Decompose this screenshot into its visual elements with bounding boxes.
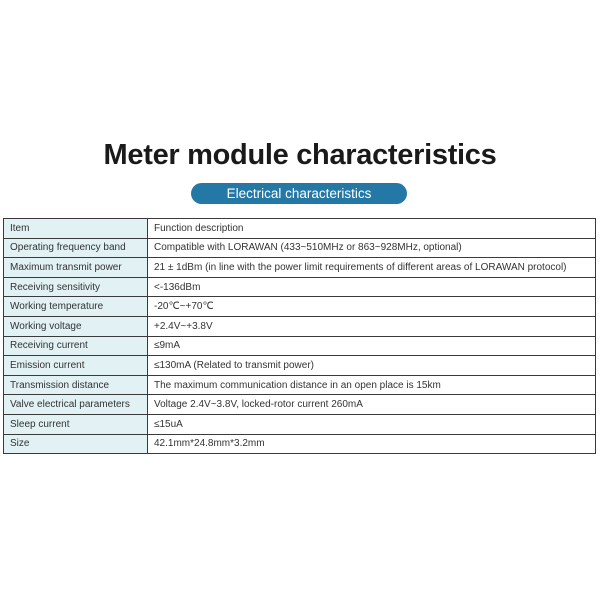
table-row: [4, 238, 596, 258]
row-item: Receiving current: [4, 336, 148, 356]
row-description: ≤15uA: [148, 414, 596, 434]
table-row: [4, 356, 596, 376]
row-item: Sleep current: [4, 414, 148, 434]
row-description: -20℃~+70℃: [148, 297, 596, 317]
row-item: Maximum transmit power: [4, 258, 148, 278]
header-item: Item: [4, 219, 148, 239]
table-header-row: [4, 219, 596, 239]
row-description: ≤130mA (Related to transmit power): [148, 356, 596, 376]
table-row: [4, 258, 596, 278]
table-row: [4, 316, 596, 336]
row-description: +2.4V~+3.8V: [148, 316, 596, 336]
row-description: <-136dBm: [148, 277, 596, 297]
row-description: 42.1mm*24.8mm*3.2mm: [148, 434, 596, 454]
row-item: Transmission distance: [4, 375, 148, 395]
table-row: [4, 375, 596, 395]
page-title: Meter module characteristics: [103, 139, 497, 171]
table-row: [4, 336, 596, 356]
row-item: Working voltage: [4, 316, 148, 336]
table-row: [4, 277, 596, 297]
row-description: Voltage 2.4V~3.8V, locked-rotor current 260mA: [148, 395, 596, 415]
row-description: The maximum communication distance in an open place is 15km: [148, 375, 596, 395]
row-description: ≤9mA: [148, 336, 596, 356]
row-item: Receiving sensitivity: [4, 277, 148, 297]
table-row: [4, 395, 596, 415]
row-item: Valve electrical parameters: [4, 395, 148, 415]
table-row: [4, 297, 596, 317]
section-label-badge: Electrical characteristics: [191, 183, 407, 204]
row-item: Emission current: [4, 356, 148, 376]
row-item: Size: [4, 434, 148, 454]
table-row: [4, 434, 596, 454]
table-row: [4, 414, 596, 434]
row-description: Compatible with LORAWAN (433~510MHz or 863~928MHz, optional): [148, 238, 596, 258]
header-description: Function description: [148, 219, 596, 239]
row-item: Working temperature: [4, 297, 148, 317]
row-description: 21 ± 1dBm (in line with the power limit requirements of different areas of LORAWAN protocol): [148, 258, 596, 278]
spec-table: [3, 218, 596, 454]
row-item: Operating frequency band: [4, 238, 148, 258]
